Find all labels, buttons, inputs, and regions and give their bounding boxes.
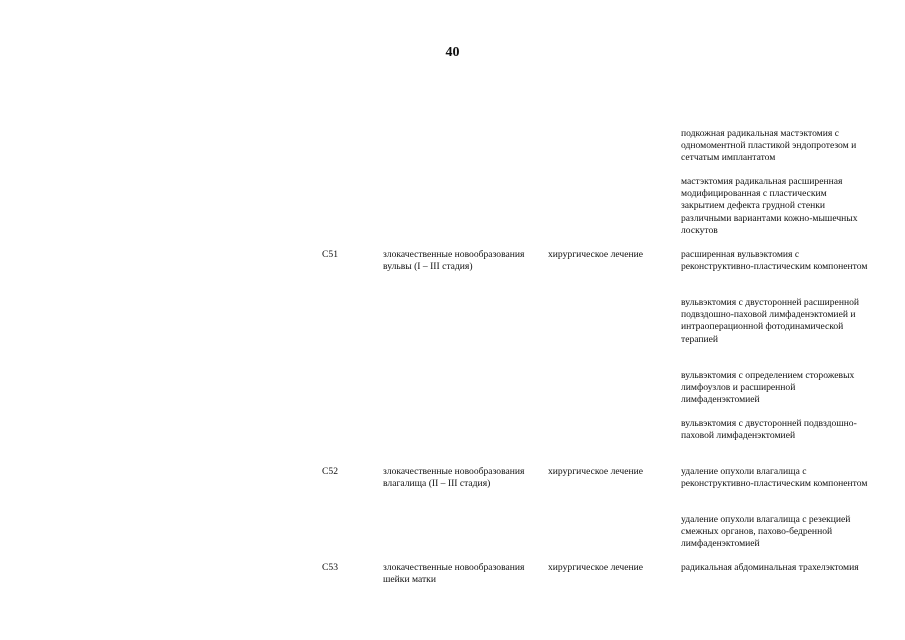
icd-code-cell: C53 bbox=[322, 562, 338, 573]
icd-code-cell: C52 bbox=[322, 466, 338, 477]
page-number: 40 bbox=[445, 45, 460, 60]
diagnosis-cell: злокачественные новообразования вульвы (I – III стадия) bbox=[383, 249, 525, 273]
method-cell: мастэктомия радикальная расширенная модифицированная с пластическим закрытием дефекта грудной стенки различными вариантами кожно-мышечных лоскутов bbox=[681, 176, 858, 236]
method-cell: вульвэктомия с определением сторожевых лимфоузлов и расширенной лимфаденэктомией bbox=[681, 370, 855, 406]
icd-code-cell: C51 bbox=[322, 249, 338, 260]
method-cell: вульвэктомия с двусторонней расширенной подвздошно-паховой лимфаденэктомией и интраоперационной фотодинамической терапией bbox=[681, 297, 860, 345]
method-cell: радикальная абдоминальная трахелэктомия bbox=[681, 562, 859, 573]
diagnosis-cell: злокачественные новообразования шейки матки bbox=[383, 562, 525, 586]
diagnosis-cell: злокачественные новообразования влагалища (II – III стадия) bbox=[383, 466, 525, 490]
method-cell: вульвэктомия с двусторонней подвздошно-паховой лимфаденэктомией bbox=[681, 418, 857, 442]
method-cell: расширенная вульвэктомия с реконструктивно-пластическим компонентом bbox=[681, 249, 868, 273]
method-cell: удаление опухоли влагалища с резекцией смежных органов, пахово-бедренной лимфаденэктомией bbox=[681, 514, 851, 550]
treatment-type-cell: хирургическое лечение bbox=[548, 466, 644, 477]
method-cell: подкожная радикальная мастэктомия с одномоментной пластикой эндопротезом и сетчатым имплантатом bbox=[681, 128, 857, 164]
treatment-type-cell: хирургическое лечение bbox=[548, 249, 644, 260]
method-cell: удаление опухоли влагалища с реконструктивно-пластическим компонентом bbox=[681, 466, 868, 490]
treatment-type-cell: хирургическое лечение bbox=[548, 562, 644, 573]
